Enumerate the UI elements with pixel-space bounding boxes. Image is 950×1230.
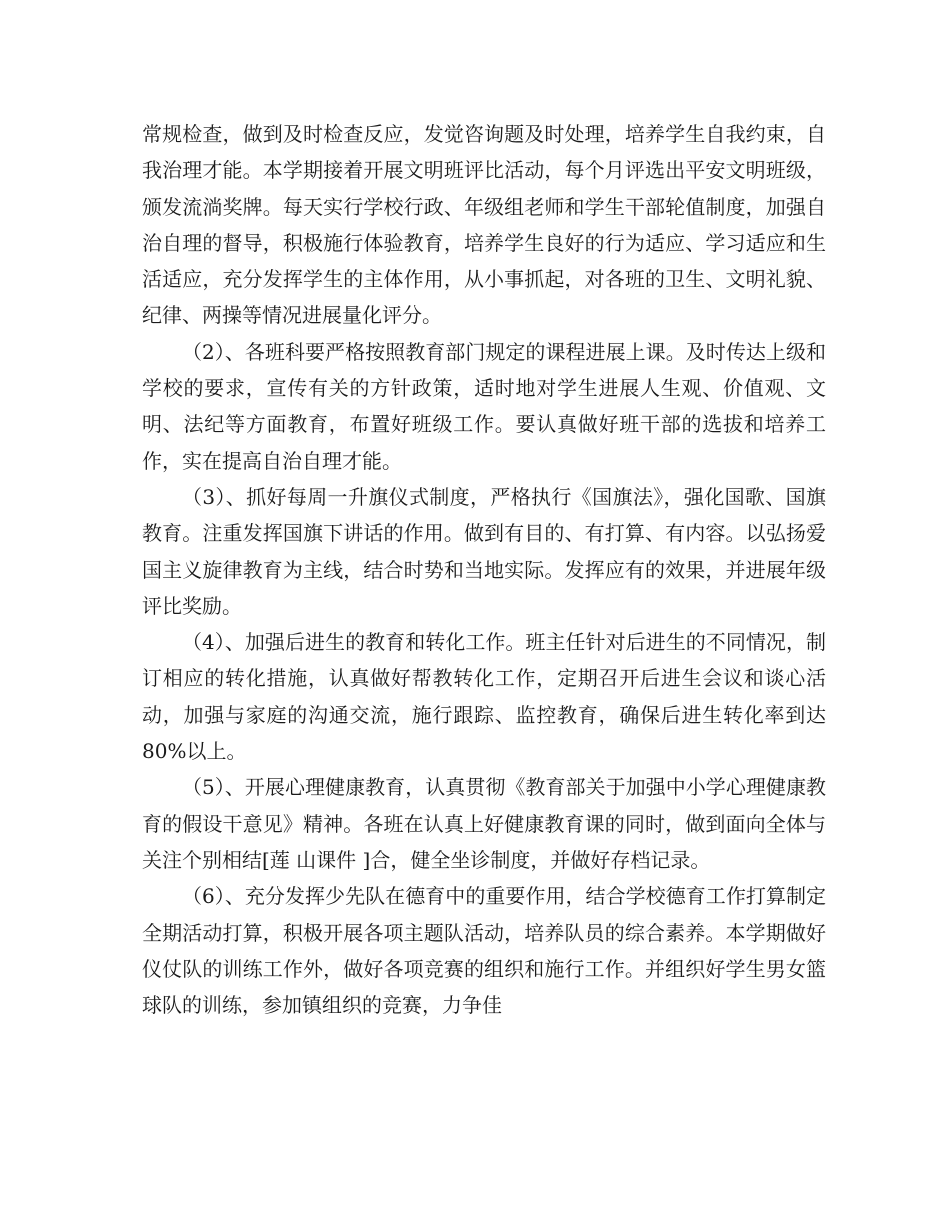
paragraph-item-3: （3）、抓好每周一升旗仪式制度，严格执行《国旗法》，强化国歌、国旗教育。注重发挥国旗下讲话的作用。做到有目的、有打算、有内容。以弘扬爱国主义旋律教育为主线，结合时势和当地实际。发挥应有的效果，并进展年级评比奖励。 bbox=[142, 484, 826, 618]
paragraph-continuation: 常规检查，做到及时检查反应，发觉咨询题及时处理，培养学生自我约束，自我治理才能。本学期接着开展文明班评比活动，每个月评选出平安文明班级，颁发流淌奖牌。每天实行学校行政、年级组老师和学生干部轮值制度，加强自治自理的督导，积极施行体验教育，培养学生良好的行为适应、学习适应和生活适应，充分发挥学生的主体作用，从小事抓起，对各班的卫生、文明礼貌、纪律、两操等情况进展量化评分。 bbox=[142, 122, 826, 328]
paragraph-item-4: （4）、加强后进生的教育和转化工作。班主任针对后进生的不同情况，制订相应的转化措施，认真做好帮教转化工作，定期召开后进生会议和谈心活动，加强与家庭的沟通交流，施行跟踪、监控教育，确保后进生转化率到达80%以上。 bbox=[142, 630, 826, 764]
paragraph-item-2: （2）、各班科要严格按照教育部门规定的课程进展上课。及时传达上级和学校的要求，宣传有关的方针政策，适时地对学生进展人生观、价值观、文明、法纪等方面教育，布置好班级工作。要认真做好班干部的选拔和培养工作，实在提高自治自理才能。 bbox=[142, 339, 826, 473]
paragraph-item-5: （5）、开展心理健康教育，认真贯彻《教育部关于加强中小学心理健康教育的假设干意见》精神。各班在认真上好健康教育课的同时，做到面向全体与关注个别相结[莲 山课件 ]合，健全坐诊制度，并做好存档记录。 bbox=[142, 775, 826, 872]
paragraph-item-6: （6）、充分发挥少先队在德育中的重要作用，结合学校德育工作打算制定全期活动打算，积极开展各项主题队活动，培养队员的综合素养。本学期做好仪仗队的训练工作外，做好各项竞赛的组织和施行工作。并组织好学生男女篮球队的训练，参加镇组织的竞赛，力争佳 bbox=[142, 884, 826, 1018]
document-page bbox=[142, 116, 826, 1023]
